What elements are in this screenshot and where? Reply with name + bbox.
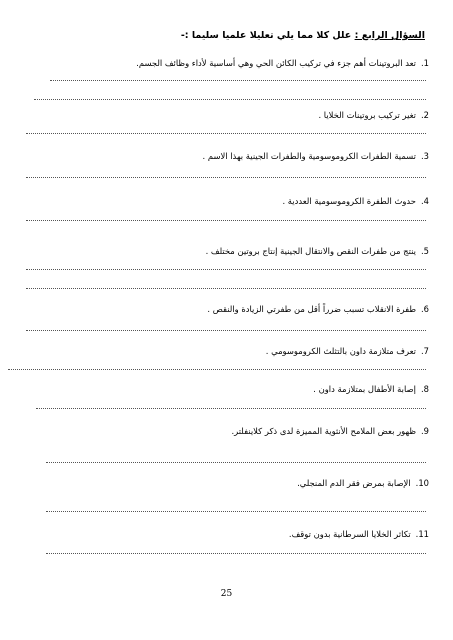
answer-line[interactable] <box>36 408 426 409</box>
question-10 <box>297 477 429 489</box>
answer-line[interactable] <box>34 99 426 100</box>
question-3 <box>203 150 429 162</box>
answer-line[interactable] <box>26 220 426 221</box>
question-text: تكاثر الخلايا السرطانية بدون توقف. <box>288 529 411 539</box>
heading-label: السؤال الرابع : <box>354 30 425 41</box>
question-text: إصابة الأطفال بمتلازمة داون . <box>313 384 416 394</box>
question-number: 9. <box>420 426 429 436</box>
question-5 <box>206 245 429 257</box>
answer-line[interactable] <box>26 269 426 270</box>
question-number: 7. <box>420 346 429 356</box>
question-text: طفرة الانقلاب تسبب ضرراً أقل من طفرتي الزيادة والنقص . <box>207 304 416 314</box>
question-text: حدوث الطفرة الكروموسومية العددية . <box>282 196 416 206</box>
question-4 <box>282 195 429 207</box>
question-1 <box>136 57 429 69</box>
question-text: ظهور بعض الملامح الأنثوية المميزة لدى ذكر كلاينفلتر. <box>231 426 416 436</box>
answer-line[interactable] <box>8 369 426 370</box>
question-text: تسمية الطفرات الكروموسومية والطفرات الجينية بهذا الاسم . <box>202 151 416 161</box>
question-number: 8. <box>420 384 429 394</box>
answer-line[interactable] <box>26 177 426 178</box>
heading-instruction: علل كلا مما يلي تعليلا علميا سليما :- <box>180 30 352 41</box>
answer-line[interactable] <box>46 511 426 512</box>
question-text: الإصابة بمرض فقر الدم المنجلي. <box>297 478 411 488</box>
question-number: 3. <box>420 151 429 161</box>
question-number: 11. <box>415 529 429 539</box>
question-number: 2. <box>420 110 429 120</box>
answer-line[interactable] <box>46 553 426 554</box>
question-text: تعد البروتينات أهم جزء في تركيب الكائن الحي وهي أساسية لأداء وظائف الجسم. <box>136 58 416 68</box>
question-number: 6. <box>420 304 429 314</box>
question-number: 4. <box>420 196 429 206</box>
question-6 <box>207 303 429 315</box>
answer-line[interactable] <box>46 462 426 463</box>
question-7 <box>266 345 429 357</box>
page-number: 25 <box>220 589 233 599</box>
question-text: ينتج من طفرات النقص والانتقال الجينية إنتاج بروتين مختلف . <box>205 246 416 256</box>
question-text: تغير تركيب بروتينات الخلايا . <box>318 110 416 120</box>
question-number: 1. <box>420 58 429 68</box>
answer-line[interactable] <box>26 133 426 134</box>
question-2 <box>318 109 429 121</box>
question-8 <box>313 383 429 395</box>
answer-line[interactable] <box>50 80 426 81</box>
question-11 <box>289 528 429 540</box>
answer-line[interactable] <box>26 288 426 289</box>
question-number: 10. <box>415 478 429 488</box>
question-heading <box>181 30 425 41</box>
answer-line[interactable] <box>26 330 426 331</box>
question-text: تعرف متلازمة داون بالتثلث الكروموسومي . <box>265 346 416 356</box>
question-9 <box>232 425 430 437</box>
question-number: 5. <box>420 246 429 256</box>
